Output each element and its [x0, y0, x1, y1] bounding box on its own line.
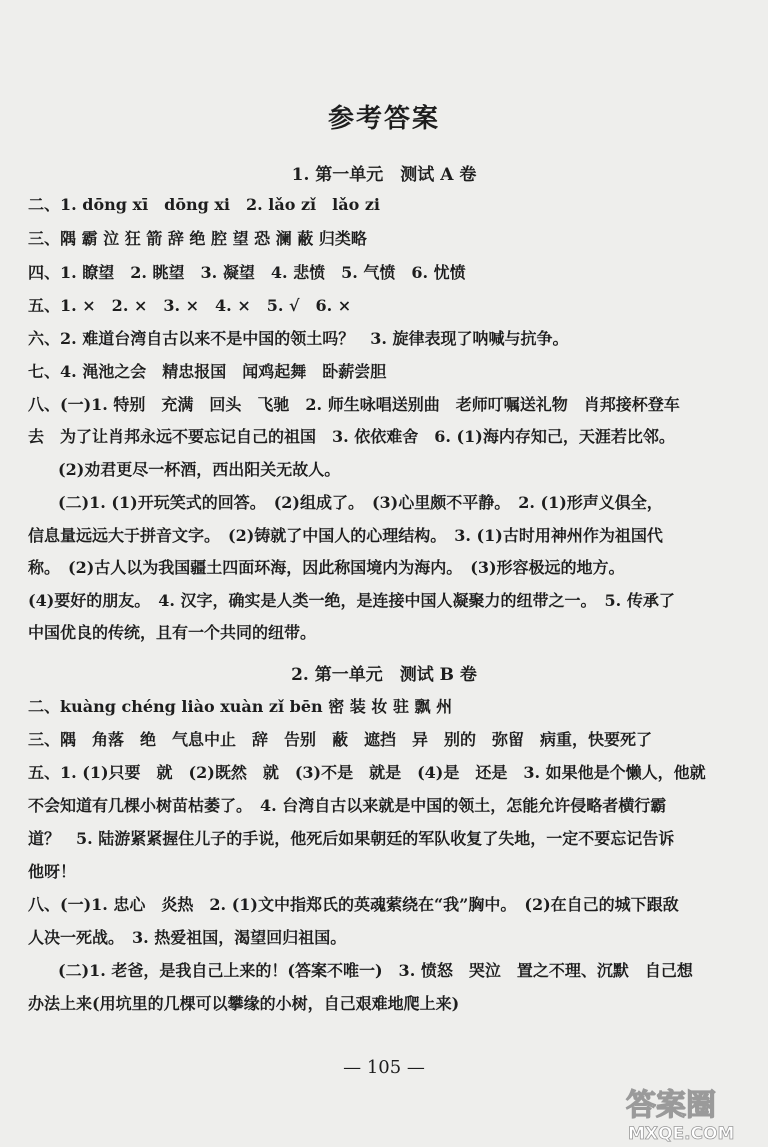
- answer-line: 五、1. × 2. × 3. × 4. × 5. √ 6. ×: [28, 296, 352, 315]
- answer-line: 他呀！: [28, 862, 77, 881]
- answer-line: (2)劝君更尽一杯酒，西出阳关无故人。: [58, 460, 341, 479]
- answer-line: 三、隅 霸 泣 狂 箭 辞 绝 腔 望 恐 澜 蔽 归类略: [28, 229, 367, 248]
- answer-line: 六、2. 难道台湾自古以来不是中国的领土吗？ 3. 旋律表现了呐喊与抗争。: [28, 329, 569, 348]
- answer-line: 五、1. (1)只要 就 (2)既然 就 (3)不是 就是 (4)是 还是 3. 如果他是个懒人，他就: [28, 763, 706, 782]
- section-heading-b: 2. 第一单元 测试 B 卷: [291, 665, 477, 685]
- answer-line: 八、(一)1. 特别 充满 回头 飞驰 2. 师生咏唱送别曲 老师叮嘱送礼物 肖邦接杯登车: [28, 395, 680, 414]
- answer-line: 信息量远远大于拼音文字。 (2)铸就了中国人的心理结构。 3. (1)古时用神州作为祖国代: [28, 526, 663, 545]
- watermark-logo: [620, 1081, 762, 1143]
- answer-line: 二、1. dōng xī dōng xi 2. lǎo zǐ lǎo zi: [28, 195, 380, 214]
- answer-line: (二)1. 老爸，是我自己上来的！(答案不唯一) 3. 愤怒 哭泣 置之不理、沉默 自己想: [58, 961, 693, 980]
- page-title: 参考答案: [327, 104, 440, 134]
- answer-line: 去 为了让肖邦永远不要忘记自己的祖国 3. 依依难舍 6. (1)海内存知己，天涯若比邻。: [28, 427, 675, 446]
- answer-line: 不会知道有几棵小树苗枯萎了。 4. 台湾自古以来就是中国的领土，怎能允许侵略者横行霸: [28, 796, 667, 815]
- watermark-text: 答案圈: [626, 1088, 716, 1123]
- answer-line: 人决一死战。 3. 热爱祖国，渴望回归祖国。: [28, 928, 347, 947]
- section-heading-a: 1. 第一单元 测试 A 卷: [291, 165, 477, 185]
- answer-line: 八、(一)1. 忠心 炎热 2. (1)文中指郑氏的英魂萦绕在“我”胸中。 (2)在自己的城下跟敌: [28, 895, 679, 914]
- answer-line: 道？ 5. 陆游紧紧握住儿子的手说，他死后如果朝廷的军队收复了失地，一定不要忘记告诉: [28, 829, 675, 848]
- answer-line: 称。 (2)古人以为我国疆土四面环海，因此称国境内为海内。 (3)形容极远的地方。: [28, 558, 625, 577]
- answer-line: 二、kuàng chéng liào xuàn zǐ bēn 密 装 妆 驻 飘 州: [28, 697, 453, 716]
- answer-line: 七、4. 渑池之会 精忠报国 闻鸡起舞 卧薪尝胆: [28, 362, 387, 381]
- answer-line: 办法上来(用坑里的几棵可以攀缘的小树，自己艰难地爬上来): [28, 994, 460, 1013]
- watermark-url: MXQE.COM: [628, 1124, 735, 1143]
- answer-line: 中国优良的传统，且有一个共同的纽带。: [28, 623, 317, 642]
- answer-line: 三、隅 角落 绝 气息中止 辞 告别 蔽 遮挡 异 别的 弥留 病重，快要死了: [28, 730, 653, 749]
- answer-line: 四、1. 瞭望 2. 眺望 3. 凝望 4. 悲愤 5. 气愤 6. 忧愤: [28, 263, 466, 282]
- answer-line: (二)1. (1)开玩笑式的回答。 (2)组成了。 (3)心里颇不平静。 2. (1)形声义俱全，: [58, 493, 663, 512]
- page-number: — 105 —: [343, 1057, 425, 1078]
- answer-line: (4)要好的朋友。 4. 汉字，确实是人类一绝，是连接中国人凝聚力的纽带之一。 5. 传承了: [28, 591, 675, 610]
